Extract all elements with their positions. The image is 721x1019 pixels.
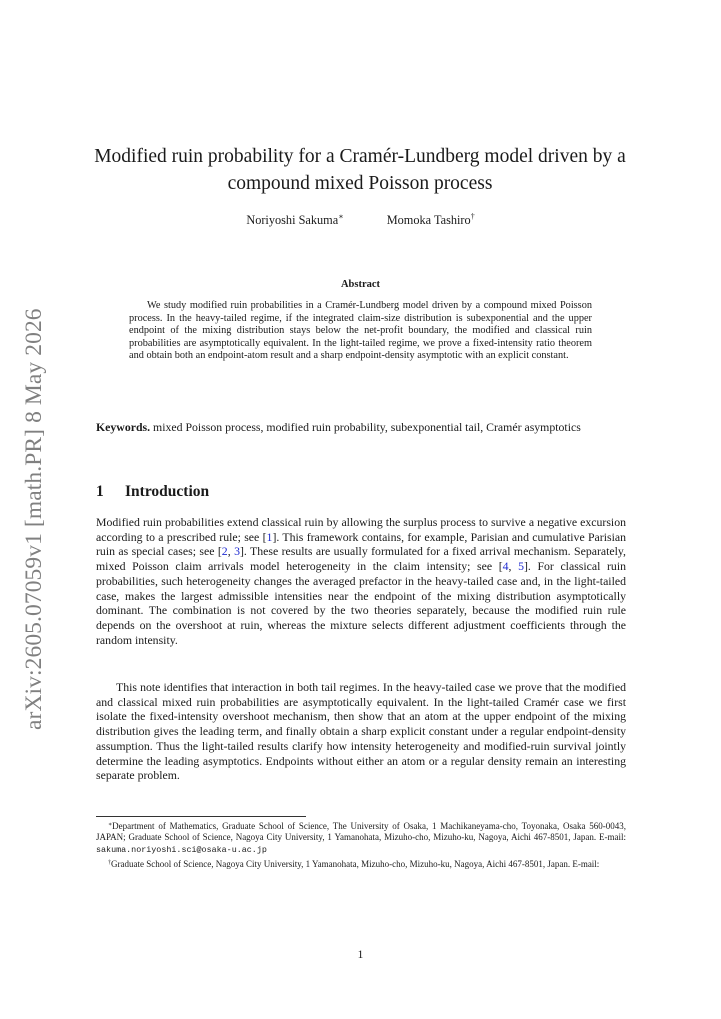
author-1-footnote-mark[interactable]: ∗ xyxy=(338,212,344,221)
footnote-1 xyxy=(96,821,626,856)
citation-link-1[interactable]: 1 xyxy=(266,529,273,544)
text-run: ]. For classical ruin probabilities, such heterogeneity changes the averaged prefactor in the heavy-tailed case and, in the light-tailed case, makes the largest admissible intensities near the endpoint of the mixing distribution asymptotically dominant. The combination is not covered by the two theories separately, because the modified ruin rule depends on the overshoot at ruin, whereas the mixture selects different adjustment coefficients through the random intensity. xyxy=(96,559,626,647)
intro-paragraph-2: This note identifies that interaction in both tail regimes. In the heavy-tailed case we prove that the modified and classical mixed ruin probabilities are asymptotically equivalent. In the light-tailed Cramér case we first isolate the fixed-intensity overshoot mechanism, then show that an atom at the upper endpoint of the mixing distribution gives the leading term, and finally obtain a sharp explicit constant under a regular endpoint-density assumption. Thus the light-tailed results clarify how intensity heterogeneity and modified-ruin survival jointly determine the leading asymptotics. Endpoints without either an atom or a regular density remain an interesting separate problem. xyxy=(96,680,626,783)
abstract-text: We study modified ruin probabilities in a Cramér-Lundberg model driven by a compound mixed Poisson process. In the heavy-tailed regime, if the integrated claim-size distribution is subexponential and the upper endpoint of the mixing distribution stays below the net-profit boundary, the modified and classical ruin probabilities are asymptotically equivalent. In the light-tailed regime, we prove a fixed-intensity ratio theorem and obtain both an endpoint-atom result and a sharp endpoint-density asymptotic with an explicit constant. xyxy=(129,300,592,361)
author-1-name: Noriyoshi Sakuma xyxy=(246,213,339,227)
keywords-label: Keywords. xyxy=(96,420,151,434)
author-1 xyxy=(246,212,343,228)
author-1-email[interactable]: sakuma.noriyoshi.sci@osaka-u.ac.jp xyxy=(96,844,267,855)
footnote-2 xyxy=(96,859,626,870)
text-run: ]. These results are usually formulated for a fixed arrival mechanism. Separately, mixed Poisson claim arrivals model heterogeneity in the claim intensity; see [ xyxy=(96,544,626,574)
section-heading-introduction xyxy=(96,482,209,502)
author-2-footnote-mark[interactable]: † xyxy=(470,212,475,221)
citation-link-5[interactable]: 5 xyxy=(518,559,524,574)
section-number: 1 xyxy=(96,483,104,500)
intro-paragraph-1 xyxy=(96,515,626,647)
text-run: , xyxy=(227,544,235,559)
footnote-divider xyxy=(96,816,306,817)
footnote-1-mark: ∗ xyxy=(108,822,113,828)
section-title: Introduction xyxy=(125,483,210,500)
keywords xyxy=(96,420,626,435)
page-number: 1 xyxy=(357,947,364,961)
author-2-name: Momoka Tashiro xyxy=(386,213,471,227)
paper-title: Modified ruin probability for a Cramér-Lundberg model driven by a compound mixed Poisson process xyxy=(94,146,626,194)
author-list xyxy=(0,212,721,228)
keywords-text: mixed Poisson process, modified ruin probability, subexponential tail, Cramér asymptotics xyxy=(150,420,581,434)
footnote-2-mark: † xyxy=(108,860,111,866)
citation-link-3[interactable]: 3 xyxy=(234,544,240,559)
abstract-heading: Abstract xyxy=(340,279,381,290)
footnote-2-text: Graduate School of Science, Nagoya City University, 1 Yamanohata, Mizuho-cho, Mizuho-ku, Nagoya, Aichi 467-8501, Japan. E-mail: xyxy=(111,859,600,869)
author-2 xyxy=(387,212,475,228)
citation-link-4[interactable]: 4 xyxy=(502,559,509,574)
text-run: Modified ruin probabilities extend classical ruin by allowing the surplus process to survive a negative excursion according to a prescribed rule; see [ xyxy=(96,515,626,544)
footnote-1-text: Department of Mathematics, Graduate School of Science, The University of Osaka, 1 Machikaneyama-cho, Toyonaka, Osaka 560-0043, JAPAN; Graduate School of Science, Nagoya City University, 1 Yamanohata, Mizuho-cho, Mizuho-ku, Nagoya, Aichi 467-8501, Japan. E-mail: xyxy=(96,821,626,843)
text-run: , xyxy=(508,559,519,574)
text-run: ]. This framework contains, for example, Parisian and cumulative Parisian ruin as special cases; see [ xyxy=(96,529,627,559)
citation-link-2[interactable]: 2 xyxy=(221,544,228,559)
arxiv-identifier-stamp: arXiv:2605.07059v1 [math.PR] 8 May 2026 xyxy=(21,308,47,730)
